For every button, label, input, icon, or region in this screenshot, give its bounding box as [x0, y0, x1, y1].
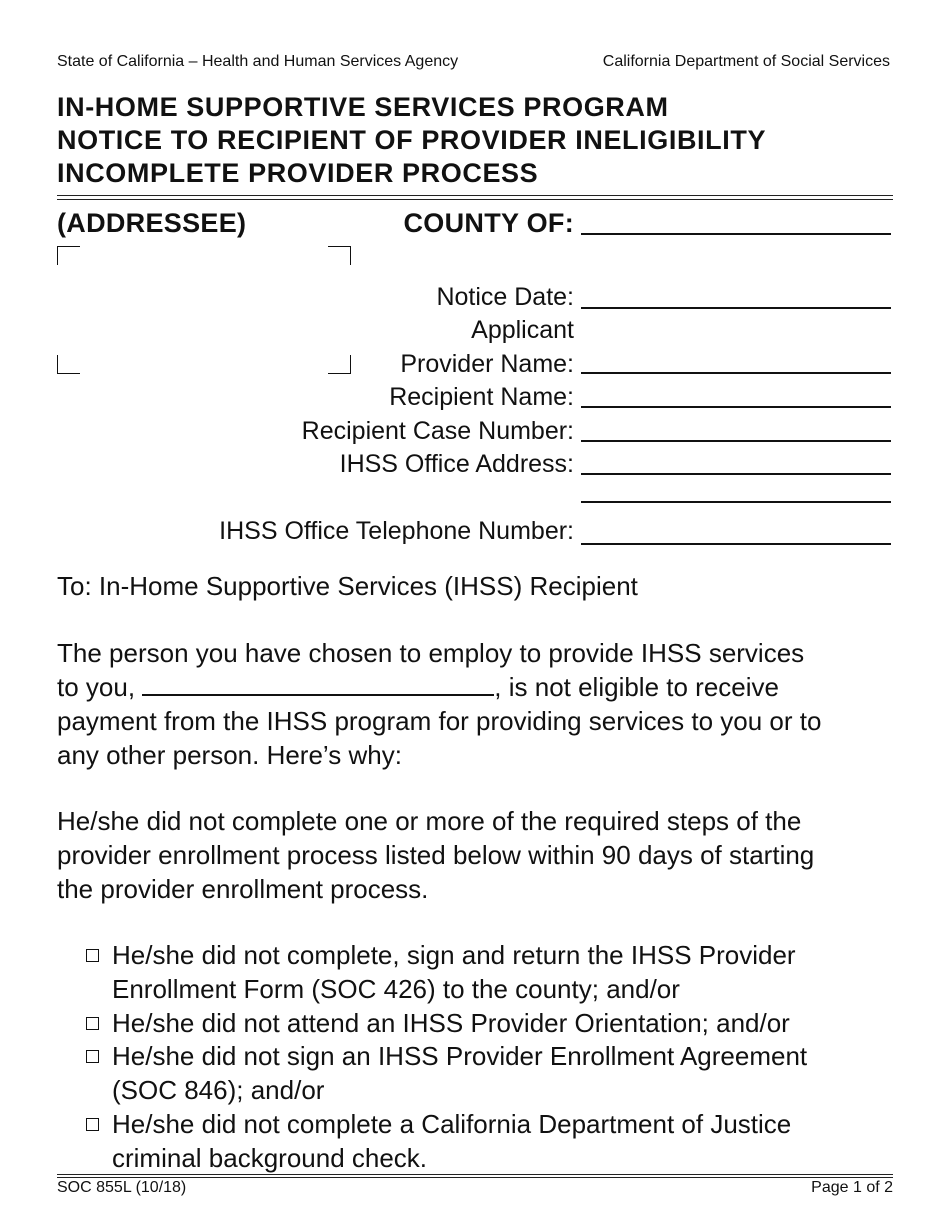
provider-name-field[interactable] [581, 372, 891, 374]
checklist-item-line: (SOC 846); and/or [112, 1075, 325, 1105]
para1-prefix: to you, [57, 672, 143, 702]
office-address-field-line2[interactable] [581, 501, 891, 503]
checklist-item-line: He/she did not complete, sign and return the IHSS Provider [112, 940, 796, 970]
checklist-item-line: He/she did not complete a California Department of Justice [112, 1109, 792, 1139]
recipient-case-number-label: Recipient Case Number: [301, 417, 574, 445]
address-window-corner-br [328, 355, 351, 374]
provider-name-inline-field[interactable] [142, 672, 494, 696]
paragraph-2-line-2: provider enrollment process listed below within 90 days of starting [57, 840, 815, 870]
footer-rule-top [57, 1174, 893, 1175]
checkbox[interactable] [86, 1050, 99, 1063]
paragraph-1 [57, 636, 907, 772]
title-line-3: INCOMPLETE PROVIDER PROCESS [57, 158, 539, 188]
checkbox[interactable] [86, 1017, 99, 1030]
county-field[interactable] [581, 233, 891, 235]
title-line-1: IN-HOME SUPPORTIVE SERVICES PROGRAM [57, 92, 669, 122]
paragraph-2 [57, 804, 907, 906]
address-window-corner-tl [57, 246, 80, 265]
county-label: COUNTY OF: [403, 208, 574, 238]
addressee-label: (ADDRESSEE) [57, 208, 247, 238]
checklist-item-line: He/she did not attend an IHSS Provider Orientation; and/or [112, 1008, 790, 1038]
form-number: SOC 855L (10/18) [57, 1179, 187, 1196]
para1-suffix: , is not eligible to receive [494, 672, 779, 702]
department-name: California Department of Social Services [602, 53, 890, 70]
office-telephone-label: IHSS Office Telephone Number: [219, 517, 574, 545]
to-line: To: In-Home Supportive Services (IHSS) Recipient [57, 571, 638, 601]
address-window-corner-bl [57, 355, 80, 374]
title-rule-bottom [57, 199, 893, 200]
checkbox[interactable] [86, 1118, 99, 1131]
paragraph-1-line-3: payment from the IHSS program for providing services to you or to [57, 706, 822, 736]
paragraph-2-line-1: He/she did not complete one or more of the required steps of the [57, 806, 802, 836]
office-address-field-line1[interactable] [581, 473, 891, 475]
title-line-2: NOTICE TO RECIPIENT OF PROVIDER INELIGIBILITY [57, 125, 767, 155]
agency-name: State of California – Health and Human Services Agency [57, 53, 459, 70]
checklist-item-line: criminal background check. [112, 1143, 428, 1173]
applicant-label: Applicant [471, 316, 574, 344]
address-window-corner-tr [328, 246, 351, 265]
paragraph-2-line-3: the provider enrollment process. [57, 874, 429, 904]
page-number: Page 1 of 2 [811, 1179, 893, 1196]
checklist-item-line: He/she did not sign an IHSS Provider Enrollment Agreement [112, 1041, 808, 1071]
paragraph-1-line-4: any other person. Here’s why: [57, 740, 402, 770]
checklist-item-line: Enrollment Form (SOC 426) to the county; and/or [112, 974, 680, 1004]
notice-date-label: Notice Date: [436, 283, 574, 311]
footer-rule-bottom [57, 1177, 893, 1178]
provider-name-label: Provider Name: [400, 350, 574, 378]
recipient-name-field[interactable] [581, 406, 891, 408]
office-telephone-field[interactable] [581, 543, 891, 545]
notice-date-field[interactable] [581, 307, 891, 309]
paragraph-1-line-1: The person you have chosen to employ to provide IHSS services [57, 638, 805, 668]
paragraph-1-line-2 [57, 670, 907, 704]
title-rule-top [57, 195, 893, 196]
recipient-case-number-field[interactable] [581, 440, 891, 442]
office-address-label: IHSS Office Address: [339, 450, 574, 478]
recipient-name-label: Recipient Name: [389, 383, 574, 411]
checkbox[interactable] [86, 949, 99, 962]
